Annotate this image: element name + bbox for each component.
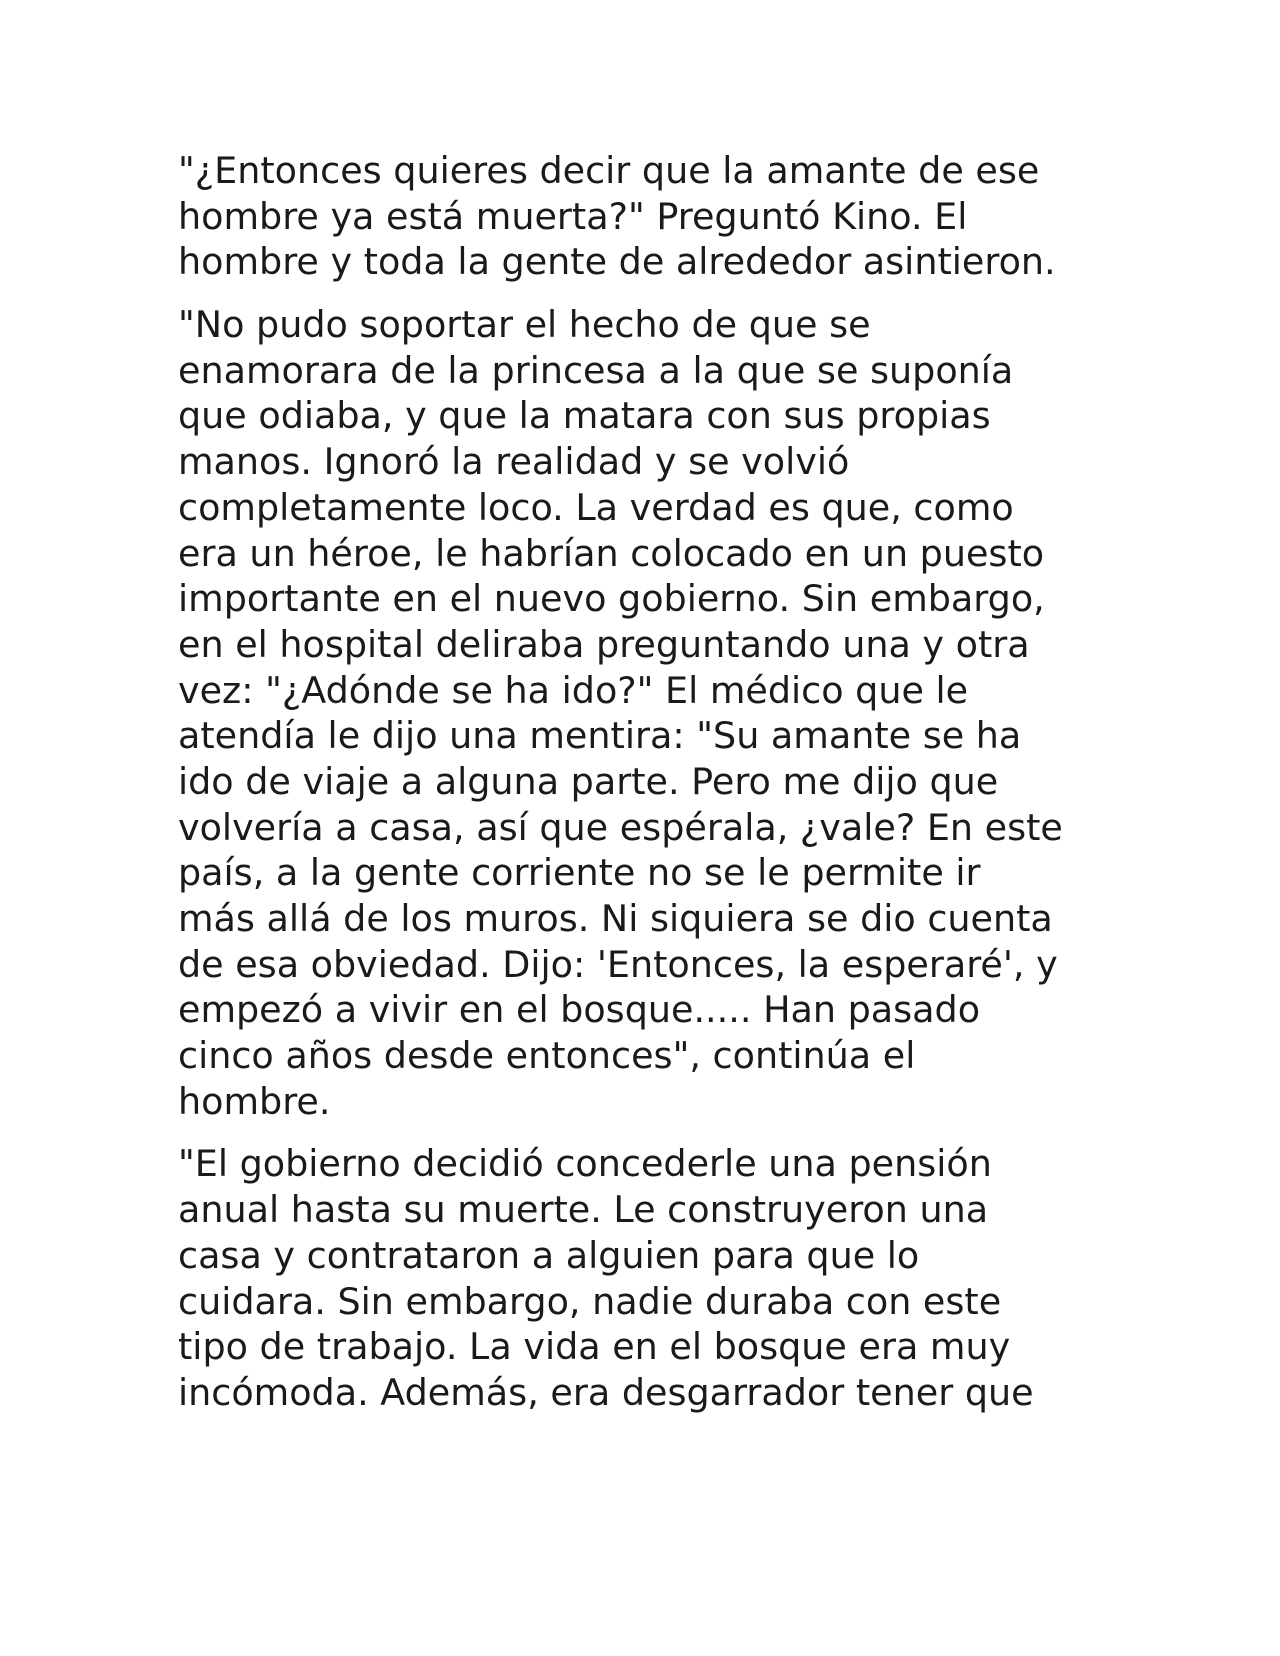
text-line: incómoda. Además, era desgarrador tener que: [178, 1370, 1034, 1414]
text-line: anual hasta su muerte. Le construyeron una: [178, 1188, 989, 1232]
text-line: cuidara. Sin embargo, nadie duraba con este: [178, 1279, 1002, 1323]
text-line: tipo de trabajo. La vida en el bosque era muy: [178, 1325, 1011, 1369]
text-line: vez: "¿Adónde se ha ido?" El médico que le: [178, 668, 969, 712]
paragraph-1: [178, 148, 1108, 285]
text-line: hombre y toda la gente de alrededor asintieron.: [178, 240, 1056, 284]
text-line: hombre ya está muerta?" Preguntó Kino. El: [178, 194, 968, 238]
text-line: cinco años desde entonces", continúa el: [178, 1034, 916, 1078]
text-line: casa y contrataron a alguien para que lo: [178, 1233, 920, 1277]
text-line: enamorara de la princesa a la que se suponía: [178, 348, 1014, 392]
text-line: volvería a casa, así que espérala, ¿vale? En este: [178, 805, 1063, 849]
text-line: ido de viaje a alguna parte. Pero me dijo que: [178, 759, 999, 803]
text-line: importante en el nuevo gobierno. Sin embargo,: [178, 577, 1045, 621]
paragraph-spacer: [178, 1124, 1108, 1141]
text-line: manos. Ignoró la realidad y se volvió: [178, 440, 850, 484]
paragraph-2: [178, 302, 1108, 1124]
text-line: "¿Entonces quieres decir que la amante de ese: [178, 149, 1040, 192]
text-line: completamente loco. La verdad es que, como: [178, 485, 1014, 529]
paragraph-spacer: [178, 285, 1108, 302]
text-line: "No pudo soportar el hecho de que se: [178, 303, 871, 347]
paragraph-3: [178, 1141, 1108, 1415]
text-line: en el hospital deliraba preguntando una y otra: [178, 622, 1030, 666]
text-line: hombre.: [178, 1079, 331, 1123]
text-line: de esa obviedad. Dijo: 'Entonces, la esperaré', y: [178, 942, 1058, 986]
text-line: era un héroe, le habrían colocado en un puesto: [178, 531, 1045, 575]
text-line: "El gobierno decidió concederle una pensión: [178, 1142, 992, 1186]
text-line: país, a la gente corriente no se le permite ir: [178, 851, 981, 895]
text-line: empezó a vivir en el bosque..... Han pasado: [178, 988, 981, 1032]
text-line: atendía le dijo una mentira: "Su amante se ha: [178, 714, 1022, 758]
text-line: más allá de los muros. Ni siquiera se dio cuenta: [178, 897, 1053, 940]
body-text: [178, 148, 1108, 1416]
text-line: que odiaba, y que la matara con sus propias: [178, 394, 991, 438]
